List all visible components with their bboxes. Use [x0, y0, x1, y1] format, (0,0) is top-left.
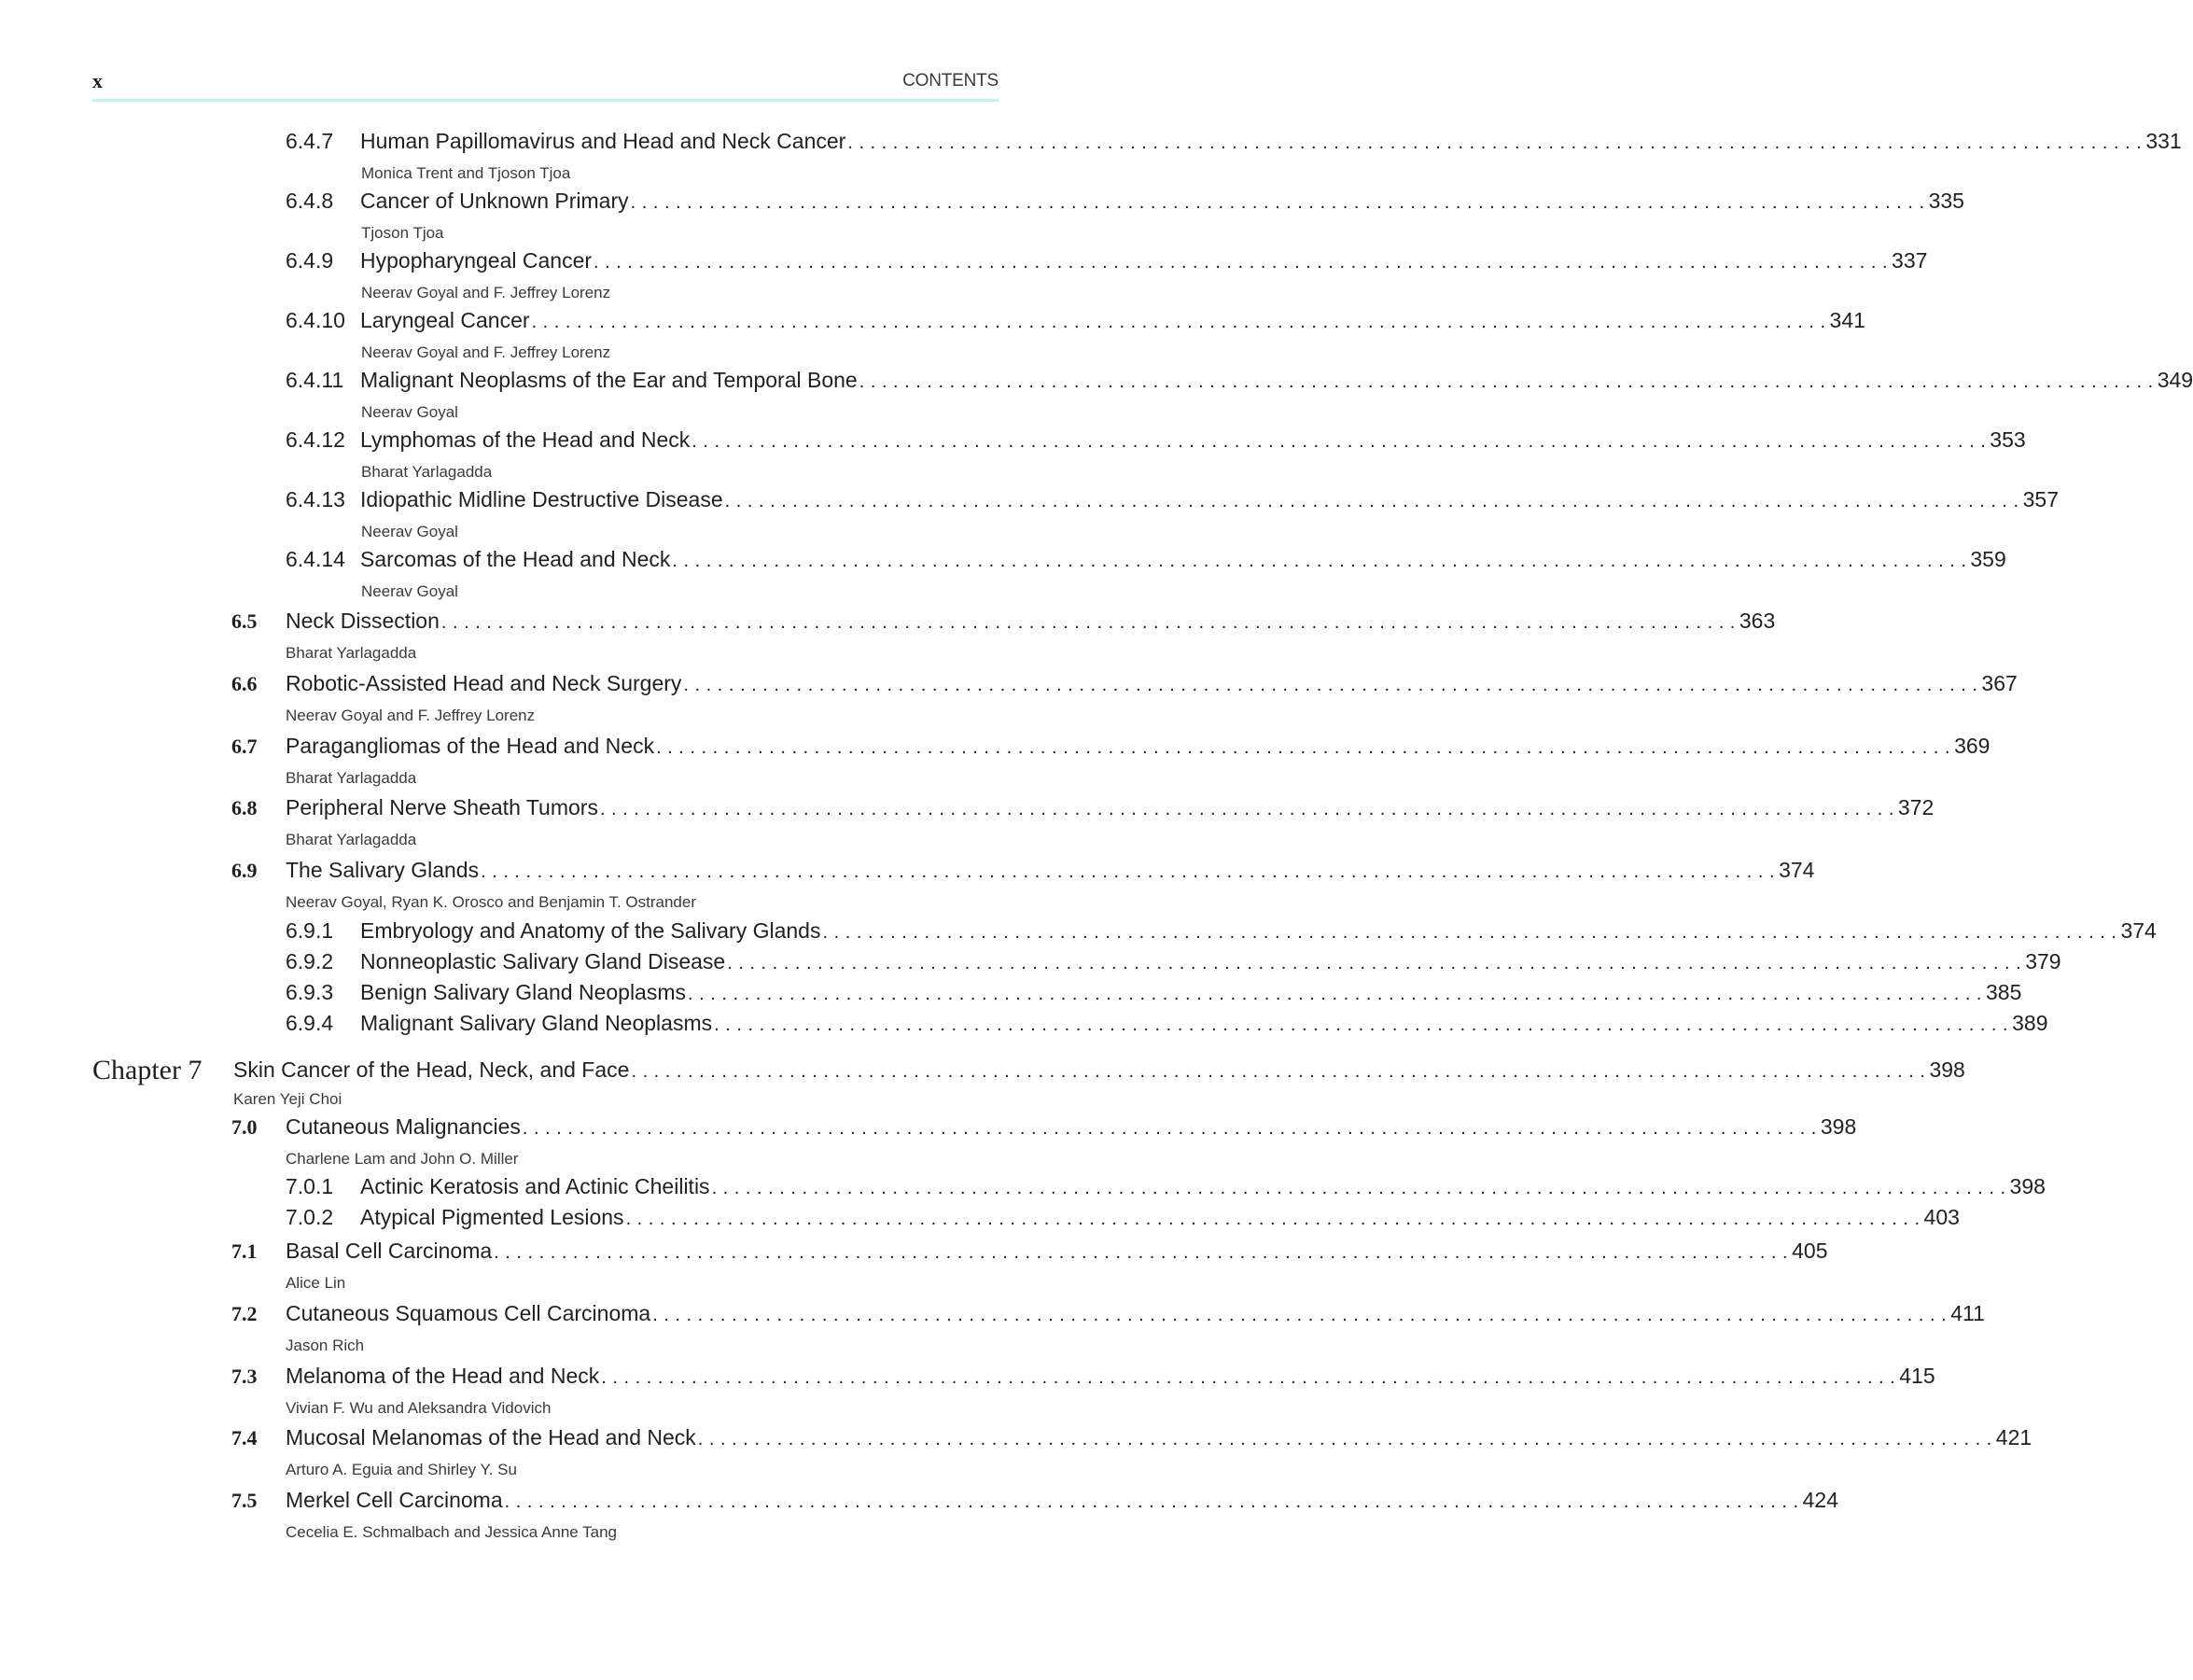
section-title: Melanoma of the Head and Neck	[286, 1364, 600, 1388]
dot-leader: . . . . . . . . . . . . . . . . . . . . . . . . . . . . . . . . . . . . . . . . . . . . . . . . . . . . . . . . . . . . . . . . . . . . . . . . . . . . . . . . . . . . . . . . . . . . . . . . . . . . . . . . . . . . . . . . . . .	[652, 1305, 1948, 1325]
author-line: Bharat Yarlagadda	[286, 831, 417, 848]
section-number: 6.7	[231, 735, 258, 758]
section-title: Actinic Keratosis and Actinic Cheilitis	[360, 1174, 710, 1198]
author-line: Alice Lin	[286, 1274, 346, 1292]
page-number-ref: 424	[1802, 1488, 1838, 1512]
section-title: Embryology and Anatomy of the Salivary Glands	[360, 918, 821, 943]
page-number-ref: 357	[2022, 487, 2059, 511]
section-title: Atypical Pigmented Lesions	[360, 1205, 624, 1229]
section-number: 6.4.8	[286, 189, 334, 213]
section-title: Paragangliomas of the Head and Neck	[286, 734, 655, 758]
author-line: Arturo A. Eguia and Shirley Y. Su	[286, 1461, 517, 1478]
author-line: Tjoson Tjoa	[361, 224, 444, 242]
toc-entry[interactable]	[231, 671, 2018, 699]
toc-entry[interactable]	[286, 368, 2193, 396]
page-number-ref: 374	[1779, 858, 1815, 882]
section-title: Robotic-Assisted Head and Neck Surgery	[286, 671, 682, 695]
section-number: 7.0	[231, 1115, 258, 1139]
dot-leader: . . . . . . . . . . . . . . . . . . . . . . . . . . . . . . . . . . . . . . . . . . . . . . . . . . . . . . . . . . . . . . . . . . . . . . . . . . . . . . . . . . . . . . . . . . . . . . . . . . . . . . . . . . . . . . . . . . .	[440, 612, 1736, 633]
chapter-label: Chapter 7	[92, 1055, 203, 1085]
section-number: 6.5	[231, 609, 258, 633]
page-number-ref: 369	[1954, 734, 1990, 758]
page-number-ref: 363	[1739, 609, 1776, 633]
dot-leader: . . . . . . . . . . . . . . . . . . . . . . . . . . . . . . . . . . . . . . . . . . . . . . . . . . . . . . . . . . . . . . . . . . . . . . . . . . . . . . . . . . . . . . . . . . . . . . . . . . . . . . . . . . . . . . . . . . .	[494, 1242, 1789, 1263]
section-number: 6.9.1	[286, 918, 334, 943]
section-number: 7.0.2	[286, 1205, 334, 1229]
toc-entry[interactable]	[286, 129, 2182, 157]
dot-leader: . . . . . . . . . . . . . . . . . . . . . . . . . . . . . . . . . . . . . . . . . . . . . . . . . . . . . . . . . . . . . . . . . . . . . . . . . . . . . . . . . . . . . . . . . . . . . . . . . . . . . . . . . . . . . . . . . . .	[688, 984, 1982, 1004]
dot-leader: . . . . . . . . . . . . . . . . . . . . . . . . . . . . . . . . . . . . . . . . . . . . . . . . . . . . . . . . . . . . . . . . . . . . . . . . . . . . . . . . . . . . . . . . . . . . . . . . . . . . . . . . . . . . . . . . . . .	[531, 312, 1826, 332]
section-number: 7.2	[231, 1302, 258, 1325]
dot-leader: . . . . . . . . . . . . . . . . . . . . . . . . . . . . . . . . . . . . . . . . . . . . . . . . . . . . . . . . . . . . . . . . . . . . . . . . . . . . . . . . . . . . . . . . . . . . . . . . . . . . . . . . . . . . . . . . . . .	[822, 922, 2117, 943]
section-title: Benign Salivary Gland Neoplasms	[360, 980, 687, 1004]
toc-entry[interactable]	[286, 427, 2026, 455]
dot-leader: . . . . . . . . . . . . . . . . . . . . . . . . . . . . . . . . . . . . . . . . . . . . . . . . . . . . . . . . . . . . . . . . . . . . . . . . . . . . . . . . . . . . . . . . . . . . . . . . . . . . . . . . . . . . . . . . . . .	[481, 861, 1776, 882]
page-number-ref: 367	[1981, 671, 2018, 695]
chapter-entry[interactable]	[233, 1057, 1965, 1085]
section-title: Merkel Cell Carcinoma	[286, 1488, 503, 1512]
page-number-ref: 372	[1897, 795, 1935, 819]
dot-leader: . . . . . . . . . . . . . . . . . . . . . . . . . . . . . . . . . . . . . . . . . . . . . . . . . . . . . . . . . . . . . . . . . . . . . . . . . . . . . . . . . . . . . . . . . . . . . . . . . . . . . . . . . . . . . . . . . . .	[691, 431, 1987, 452]
section-title: Hypopharyngeal Cancer	[360, 248, 593, 273]
page-number-ref: 398	[1820, 1114, 1857, 1139]
dot-leader: . . . . . . . . . . . . . . . . . . . . . . . . . . . . . . . . . . . . . . . . . . . . . . . . . . . . . . . . . . . . . . . . . . . . . . . . . . . . . . . . . . . . . . . . . . . . . . . . . . . . . . . . . . . . . . . . . . .	[522, 1118, 1817, 1139]
section-title: The Salivary Glands	[286, 858, 480, 882]
section-title: Nonneoplastic Salivary Gland Disease	[360, 949, 726, 973]
page-number-ref: 403	[1923, 1205, 1960, 1229]
section-title: Cutaneous Squamous Cell Carcinoma	[286, 1301, 651, 1325]
dot-leader: . . . . . . . . . . . . . . . . . . . . . . . . . . . . . . . . . . . . . . . . . . . . . . . . . . . . . . . . . . . . . . . . . . . . . . . . . . . . . . . . . . . . . . . . . . . . . . . . . . . . . . . . . . . . . . . . . . .	[727, 953, 2022, 973]
page-number-ref: 421	[1995, 1425, 2032, 1449]
page-number-ref: 415	[1899, 1364, 1935, 1388]
dot-leader: . . . . . . . . . . . . . . . . . . . . . . . . . . . . . . . . . . . . . . . . . . . . . . . . . . . . . . . . . . . . . . . . . . . . . . . . . . . . . . . . . . . . . . . . . . . . . . . . . . . . . . . . . . . . . . . . . . .	[504, 1491, 1799, 1512]
chapter-title: Skin Cancer of the Head, Neck, and Face	[233, 1057, 630, 1082]
page-number-ref: 379	[2025, 949, 2061, 973]
dot-leader: . . . . . . . . . . . . . . . . . . . . . . . . . . . . . . . . . . . . . . . . . . . . . . . . . . . . . . . . . . . . . . . . . . . . . . . . . . . . . . . . . . . . . . . . . . . . . . . . . . . . . . . . . . . . . . . . . . .	[711, 1178, 2006, 1198]
page-number-ref: 374	[2120, 918, 2157, 943]
author-line: Neerav Goyal	[361, 582, 458, 600]
author-line: Neerav Goyal	[361, 523, 458, 540]
toc-entry[interactable]	[286, 918, 2157, 946]
toc-entry[interactable]	[286, 1011, 2048, 1039]
section-number: 7.3	[231, 1365, 258, 1388]
section-number: 7.4	[231, 1426, 258, 1449]
section-number: 6.9.3	[286, 980, 334, 1004]
toc-entry[interactable]	[231, 1488, 1838, 1516]
section-title: Malignant Neoplasms of the Ear and Temporal Bone	[360, 368, 858, 392]
dot-leader: . . . . . . . . . . . . . . . . . . . . . . . . . . . . . . . . . . . . . . . . . . . . . . . . . . . . . . . . . . . . . . . . . . . . . . . . . . . . . . . . . . . . . . . . . . . . . . . . . . . . . . . . . . . . . . . . . . .	[601, 1367, 1896, 1388]
section-number: 6.4.12	[286, 427, 345, 452]
section-title: Basal Cell Carcinoma	[286, 1239, 493, 1263]
section-title: Mucosal Melanomas of the Head and Neck	[286, 1425, 696, 1449]
author-line: Bharat Yarlagadda	[286, 769, 417, 787]
section-title: Cancer of Unknown Primary	[360, 189, 629, 213]
dot-leader: . . . . . . . . . . . . . . . . . . . . . . . . . . . . . . . . . . . . . . . . . . . . . . . . . . . . . . . . . . . . . . . . . . . . . . . . . . . . . . . . . . . . . . . . . . . . . . . . . . . . . . . . . . . . . . . . . . .	[672, 551, 1967, 571]
dot-leader: . . . . . . . . . . . . . . . . . . . . . . . . . . . . . . . . . . . . . . . . . . . . . . . . . . . . . . . . . . . . . . . . . . . . . . . . . . . . . . . . . . . . . . . . . . . . . . . . . . . . . . . . . . . . . . . . . . .	[625, 1209, 1921, 1229]
author-line: Cecelia E. Schmalbach and Jessica Anne Tang	[286, 1523, 618, 1541]
toc-entry[interactable]	[231, 1239, 1828, 1267]
author-line: Neerav Goyal and F. Jeffrey Lorenz	[286, 707, 536, 724]
page-number-ref: 331	[2145, 129, 2182, 153]
section-title: Neck Dissection	[286, 609, 440, 633]
section-title: Laryngeal Cancer	[360, 308, 530, 332]
page-number-ref: 349	[2157, 368, 2193, 392]
section-title: Idiopathic Midline Destructive Disease	[360, 487, 723, 511]
page-number: x	[92, 69, 103, 92]
toc-entry[interactable]	[286, 487, 2059, 515]
section-number: 6.9	[231, 859, 258, 882]
dot-leader: . . . . . . . . . . . . . . . . . . . . . . . . . . . . . . . . . . . . . . . . . . . . . . . . . . . . . . . . . . . . . . . . . . . . . . . . . . . . . . . . . . . . . . . . . . . . . . . . . . . . . . . . . . . . . . . . . . .	[714, 1015, 2009, 1035]
section-number: 6.4.14	[286, 547, 345, 571]
dot-leader: . . . . . . . . . . . . . . . . . . . . . . . . . . . . . . . . . . . . . . . . . . . . . . . . . . . . . . . . . . . . . . . . . . . . . . . . . . . . . . . . . . . . . . . . . . . . . . . . . . . . . . . . . . . . . . . . . . .	[847, 133, 2143, 153]
toc-entry[interactable]	[286, 547, 2006, 575]
toc-entry[interactable]	[286, 980, 2022, 1008]
section-number: 6.4.7	[286, 129, 334, 153]
section-number: 7.5	[231, 1489, 258, 1512]
author-line: Neerav Goyal, Ryan K. Orosco and Benjamin T. Ostrander	[286, 893, 696, 911]
toc-entry[interactable]	[231, 609, 1776, 637]
author-line: Neerav Goyal and F. Jeffrey Lorenz	[361, 343, 611, 361]
page-number-ref: 389	[2012, 1011, 2048, 1035]
page-number-ref: 341	[1829, 308, 1865, 332]
running-head: CONTENTS	[902, 71, 999, 91]
toc-entry[interactable]	[231, 1364, 1935, 1392]
page-number-ref: 359	[1970, 547, 2006, 571]
toc-entry[interactable]	[231, 1114, 1857, 1142]
section-number: 7.1	[231, 1239, 258, 1263]
toc-entry[interactable]	[286, 1205, 1960, 1233]
dot-leader: . . . . . . . . . . . . . . . . . . . . . . . . . . . . . . . . . . . . . . . . . . . . . . . . . . . . . . . . . . . . . . . . . . . . . . . . . . . . . . . . . . . . . . . . . . . . . . . . . . . . . . . . . . . . . . . . . . .	[599, 799, 1894, 819]
dot-leader: . . . . . . . . . . . . . . . . . . . . . . . . . . . . . . . . . . . . . . . . . . . . . . . . . . . . . . . . . . . . . . . . . . . . . . . . . . . . . . . . . . . . . . . . . . . . . . . . . . . . . . . . . . . . . . . . . . .	[859, 371, 2154, 392]
toc-entry[interactable]	[286, 1174, 2046, 1202]
author-line: Bharat Yarlagadda	[361, 463, 493, 481]
toc-entry[interactable]	[286, 949, 2061, 977]
section-title: Peripheral Nerve Sheath Tumors	[286, 795, 598, 819]
page-number-ref: 398	[1929, 1057, 1965, 1082]
section-title: Sarcomas of the Head and Neck	[360, 547, 671, 571]
author-line: Neerav Goyal and F. Jeffrey Lorenz	[361, 284, 611, 301]
section-number: 6.4.10	[286, 308, 345, 332]
toc-entry[interactable]	[286, 248, 1928, 276]
section-number: 6.8	[231, 796, 258, 819]
toc-entry[interactable]	[286, 308, 1865, 336]
dot-leader: . . . . . . . . . . . . . . . . . . . . . . . . . . . . . . . . . . . . . . . . . . . . . . . . . . . . . . . . . . . . . . . . . . . . . . . . . . . . . . . . . . . . . . . . . . . . . . . . . . . . . . . . . . . . . . . . . . .	[594, 252, 1889, 273]
section-title: Cutaneous Malignancies	[286, 1114, 521, 1139]
toc-entry[interactable]	[231, 1301, 1985, 1329]
toc-entry[interactable]	[231, 795, 1935, 823]
page-number-ref: 353	[1990, 427, 2026, 452]
page-number-ref: 337	[1892, 248, 1928, 273]
author-line: Vivian F. Wu and Aleksandra Vidovich	[286, 1399, 552, 1417]
section-number: 6.9.4	[286, 1011, 334, 1035]
section-number: 6.6	[231, 672, 258, 695]
page-number-ref: 398	[2009, 1174, 2046, 1198]
toc-entry[interactable]	[231, 734, 1990, 762]
section-title: Human Papillomavirus and Head and Neck Cancer	[360, 129, 846, 153]
toc-entry[interactable]	[231, 858, 1815, 886]
author-line: Neerav Goyal	[361, 403, 458, 421]
dot-leader: . . . . . . . . . . . . . . . . . . . . . . . . . . . . . . . . . . . . . . . . . . . . . . . . . . . . . . . . . . . . . . . . . . . . . . . . . . . . . . . . . . . . . . . . . . . . . . . . . . . . . . . . . . . . . . . . . . .	[724, 491, 2019, 511]
toc-entry[interactable]	[286, 189, 1964, 217]
toc-entry[interactable]	[231, 1425, 2032, 1453]
dot-leader: . . . . . . . . . . . . . . . . . . . . . . . . . . . . . . . . . . . . . . . . . . . . . . . . . . . . . . . . . . . . . . . . . . . . . . . . . . . . . . . . . . . . . . . . . . . . . . . . . . . . . . . . . . . . . . . . . . .	[683, 675, 1978, 695]
section-title: Malignant Salivary Gland Neoplasms	[360, 1011, 713, 1035]
author-line: Bharat Yarlagadda	[286, 644, 417, 662]
page-number-ref: 411	[1950, 1301, 1985, 1325]
page-number-ref: 385	[1986, 980, 2022, 1004]
page-number-ref: 405	[1792, 1239, 1828, 1263]
dot-leader: . . . . . . . . . . . . . . . . . . . . . . . . . . . . . . . . . . . . . . . . . . . . . . . . . . . . . . . . . . . . . . . . . . . . . . . . . . . . . . . . . . . . . . . . . . . . . . . . . . . . . . . . . . . . . . . . . . .	[630, 192, 1925, 213]
section-number: 6.4.11	[286, 368, 344, 392]
dot-leader: . . . . . . . . . . . . . . . . . . . . . . . . . . . . . . . . . . . . . . . . . . . . . . . . . . . . . . . . . . . . . . . . . . . . . . . . . . . . . . . . . . . . . . . . . . . . . . . . . . . . . . . . . . . . . . . . . . .	[656, 737, 1951, 758]
section-number: 6.4.13	[286, 487, 345, 511]
author-line: Monica Trent and Tjoson Tjoa	[361, 164, 571, 182]
section-number: 7.0.1	[286, 1174, 334, 1198]
section-number: 6.4.9	[286, 248, 334, 273]
section-number: 6.9.2	[286, 949, 334, 973]
page-number-ref: 335	[1928, 189, 1964, 213]
author-line: Karen Yeji Choi	[233, 1090, 342, 1108]
author-line: Jason Rich	[286, 1337, 365, 1354]
dot-leader: . . . . . . . . . . . . . . . . . . . . . . . . . . . . . . . . . . . . . . . . . . . . . . . . . . . . . . . . . . . . . . . . . . . . . . . . . . . . . . . . . . . . . . . . . . . . . . . . . . . . . . . . . . . . . . . . . . .	[631, 1061, 1926, 1082]
dot-leader: . . . . . . . . . . . . . . . . . . . . . . . . . . . . . . . . . . . . . . . . . . . . . . . . . . . . . . . . . . . . . . . . . . . . . . . . . . . . . . . . . . . . . . . . . . . . . . . . . . . . . . . . . . . . . . . . . . .	[697, 1429, 1992, 1449]
author-line: Charlene Lam and John O. Miller	[286, 1150, 519, 1168]
section-title: Lymphomas of the Head and Neck	[360, 427, 691, 452]
